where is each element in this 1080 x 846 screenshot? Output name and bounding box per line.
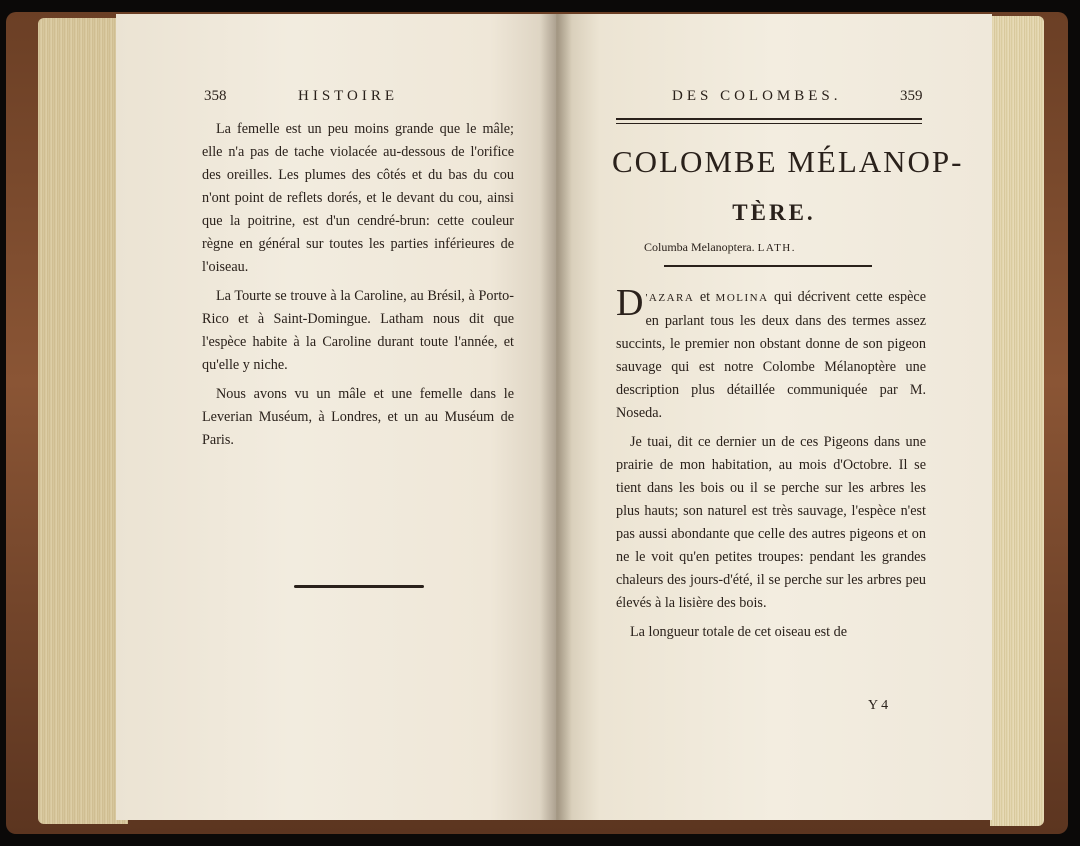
drop-capital: D bbox=[616, 282, 644, 324]
right-page bbox=[556, 14, 992, 820]
left-paragraph-2: La Tourte se trouve à la Caroline, au Brésil, à Porto-Rico et à Saint-Domingue. Latham nous dit que l'espèce habite à la Caroline durant toute l'année, et qu'elle y niche. bbox=[202, 288, 514, 373]
scientific-name bbox=[644, 240, 796, 255]
right-paragraph-3: La longueur totale de cet oiseau est de bbox=[630, 624, 848, 640]
left-page-number: 358 bbox=[204, 88, 227, 104]
left-paragraph-3: Nous avons vu un mâle et une femelle dans le Leverian Muséum, à Londres, et un au Muséum de Paris. bbox=[202, 386, 514, 448]
author-molina: MOLINA bbox=[715, 292, 769, 304]
title-divider-rule bbox=[664, 265, 872, 267]
right-paragraph-1: D 'AZARA et MOLINA qui décrivent cette espèce en parlant tous les deux dans des termes assez succints, le premier non obstant donne de son pigeon sauvage qui est notre Colombe Mélanoptère une description plus détaillée communiquée par M. Noseda. bbox=[616, 282, 926, 421]
right-paragraph-1-text: qui décrivent cette espèce en parlant tous les deux dans des termes assez succints, le premier non obstant donne de son pigeon sauvage qui est notre Colombe Mélanoptère une description plus détaillée communiquée par M. Noseda. bbox=[616, 289, 926, 421]
header-rule-bottom bbox=[616, 123, 922, 124]
header-rule-top bbox=[616, 118, 922, 120]
right-running-head: DES COLOMBES. bbox=[672, 88, 842, 104]
chapter-title-line-1: COLOMBE MÉLANOP- bbox=[612, 144, 964, 179]
left-body-text bbox=[202, 118, 514, 458]
left-paragraph-1: La femelle est un peu moins grande que le mâle; elle n'a pas de tache violacée au-dessous de l'orifice des oreilles. Les plumes des côtés et du bas du cou n'ont point de reflets dorés, et le devant du cou, ainsi que la poitrine, est d'un cendré-brun: cette couleur règne en général sur toutes les parties inférieures de l'oiseau. bbox=[202, 121, 514, 275]
left-running-head: HISTOIRE bbox=[298, 88, 399, 104]
binomial-author: LATH. bbox=[757, 242, 796, 254]
right-paragraph-2: Je tuai, dit ce dernier un de ces Pigeons dans une prairie de mon habitation, au mois d'Octobre. Il se tient dans les bois ou il se perche sur les arbres les plus hauts; son naturel est très sauvage, l'espèce n'est pas aussi abondante que celle des autres pigeons et on ne le voit qu'en petites troupes: pendant les grandes chaleurs des jours-d'été, il se perche sur les arbres peu élevés à la lisière des bois. bbox=[616, 434, 926, 611]
chapter-title-line-2: TÈRE. bbox=[732, 200, 816, 225]
author-azara: 'AZARA bbox=[645, 292, 695, 304]
end-ornament-rule bbox=[294, 585, 424, 588]
left-page bbox=[116, 14, 556, 820]
binomial-name: Columba Melanoptera. bbox=[644, 240, 755, 254]
left-page-edges bbox=[38, 18, 128, 824]
right-page-number: 359 bbox=[900, 88, 923, 104]
right-body-text bbox=[616, 282, 926, 650]
signature-mark: Y 4 bbox=[868, 698, 889, 713]
book-gutter bbox=[540, 14, 572, 820]
right-page-edges bbox=[990, 16, 1044, 826]
